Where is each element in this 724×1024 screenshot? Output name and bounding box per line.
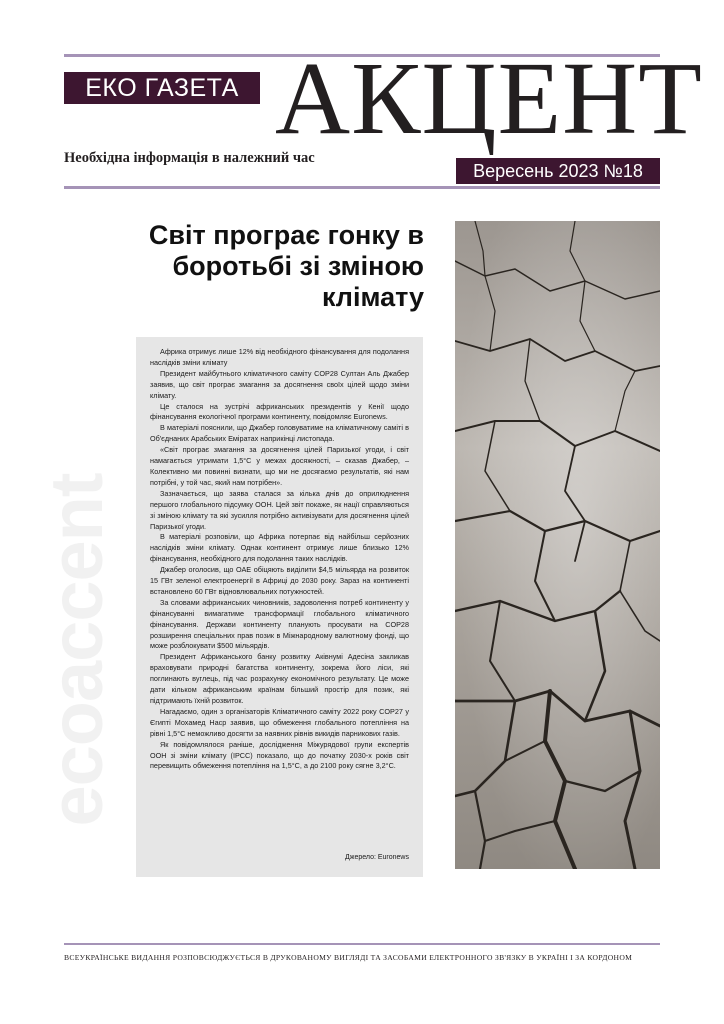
article-paragraph: За словами африканських чиновників, задоволення потреб континенту у фінансуванні вимагатиме трансформації глобального кліматичного фінансування. Держави континенту планують просувати на COP28 розширення спеціальних прав позик в Міжнародному валютному фонді, що може розблокувати $500 мільярдів. bbox=[150, 597, 409, 651]
article-paragraph: Нагадаємо, один з організаторів Кліматичного саміту 2022 року COP27 у Єгипті Мохамед Наср заявив, що обмеження глобального потепління на рівні 1,5°C неможливо досягти за наявних рівнів викидів парникових газів. bbox=[150, 706, 409, 738]
vertical-watermark: ecoaccent bbox=[35, 473, 118, 827]
article-paragraph: Президент майбутнього кліматичного саміту COP28 Султан Аль Джабер заявив, що світ програє змагання за досягнення своїх цілей щодо зміни клімату. bbox=[150, 368, 409, 400]
tagline: Необхідна інформація в належний час bbox=[64, 150, 315, 166]
article-paragraph: Африка отримує лише 12% від необхідного фінансування для подолання наслідків зміни клімату bbox=[150, 347, 409, 367]
article-headline: Світ програє гонку в боротьбі зі зміною клімату bbox=[148, 220, 424, 312]
footer-note: ВСЕУКРАЇНСЬКЕ ВИДАННЯ РОЗПОВСЮДЖУЄТЬСЯ В ДРУКОВАНОМУ ВИГЛЯДІ ТА ЗАСОБАМИ ЕЛЕКТРОННОГО ЗВ'ЯЗКУ В УКРАЇНІ І ЗА КОРДОНОМ bbox=[64, 953, 633, 962]
article-body bbox=[136, 337, 423, 877]
issue-date-badge: Вересень 2023 №18 bbox=[456, 158, 660, 184]
article-paragraph: Як повідомлялося раніше, дослідження Міжурядової групи експертів ООН зі зміни клімату (IPCC) показало, що до початку 2030-х років світ перевищить обмеження потепління на 1,5°C, а до 2100 року сягне 3,2°C. bbox=[150, 739, 409, 771]
article-paragraph: В матеріалі пояснили, що Джабер головуватиме на кліматичному саміті в Об'єднаних Арабських Еміратах наприкінці листопада. bbox=[150, 423, 409, 444]
article-paragraph: Зазначається, що заява сталася за кілька днів до оприлюднення першого глобального підсумку ООН. Цей звіт покаже, як нації справляються зі зміною клімату та які зусилля потрібно активізувати для досягнення цілей Паризької угоди. bbox=[150, 488, 409, 531]
article-paragraph: Президент Африканського банку розвитку Аківнумі Адесіна закликав враховувати природні багатства континенту, зокрема його ліси, які поглинають вуглець, під час розрахунку економічного результату. Це може дати кільком африканським країнам більший простір для позик, які підтримають їхній розвиток. bbox=[150, 652, 409, 705]
article-source: Джерело: Euronews bbox=[345, 854, 409, 861]
cracked-earth-photo bbox=[455, 221, 660, 869]
article-paragraph: Джабер оголосив, що ОАЕ обіцяють виділити $4,5 мільярда на розвиток 15 ГВт зеленої електроенергії в Африці до 2030 року. Зараз на континенті встановлено 60 ГВт відновлювальних потужностей. bbox=[150, 565, 409, 596]
article-paragraph: В матеріалі розповіли, що Африка потерпає від найбільш серйозних наслідків зміни клімату. Однак континент отримує лише близько 12% фінансування, необхідного для подолання таких наслідків. bbox=[150, 532, 409, 564]
eko-label: ЕКО ГАЗЕТА bbox=[64, 72, 260, 104]
header-rule bbox=[64, 186, 660, 189]
article-paragraph: Це сталося на зустрічі африканських президентів у Кенії щодо фінансування екологічної програми континенту, повідомляє Euronews. bbox=[150, 401, 409, 422]
article-paragraph: «Світ програє змагання за досягнення цілей Паризької угоди, і світ намагається утримати 1,5°C у межах досяжності, – сказав Джабер, – Колективно ми повинні визнати, що ми не досягаємо результатів, які нам потрібні, у той час, який нам потрібен». bbox=[150, 445, 409, 487]
masthead-title: АКЦЕНТ bbox=[275, 41, 703, 156]
footer-rule bbox=[64, 943, 660, 945]
